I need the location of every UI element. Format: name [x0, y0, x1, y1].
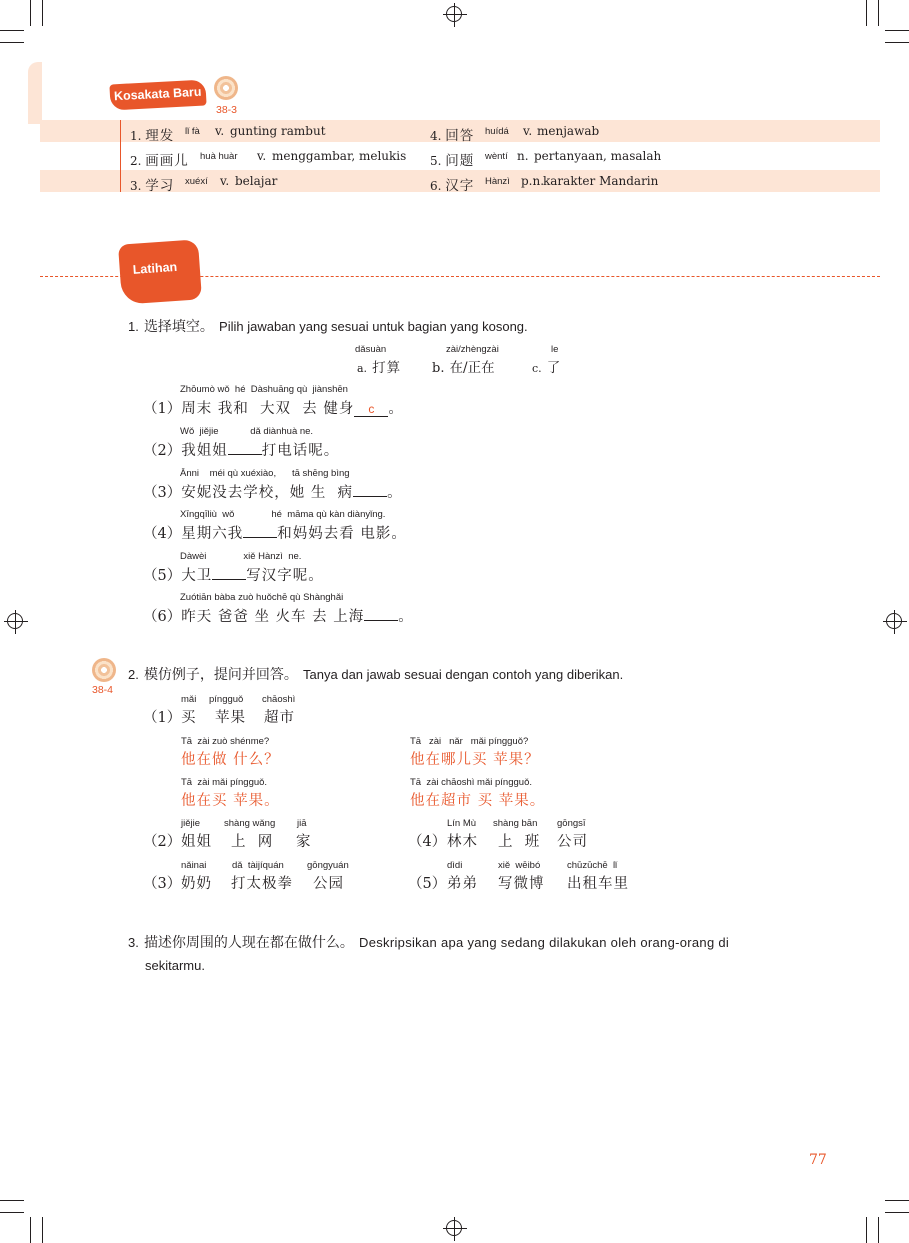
vocab-pinyin: huídá	[485, 126, 509, 137]
item-text-end: 。	[387, 485, 403, 501]
word-hanzi: 公园	[313, 876, 344, 892]
option-pinyin: zài/zhèngzài	[446, 344, 499, 355]
item-text-end: 写汉字呢。	[246, 568, 324, 584]
word-pinyin: xiě wēibó	[498, 860, 541, 871]
vocab-meaning: menggambar, melukis	[272, 149, 407, 163]
item-text-end: 和妈妈去看 电影。	[277, 526, 407, 542]
word-hanzi: 林木	[447, 834, 478, 850]
word-pinyin: mǎi	[181, 694, 197, 705]
example-question: 他在哪儿买 苹果？	[410, 752, 540, 768]
vocab-no: 1.	[130, 129, 142, 143]
item-number: （5）	[408, 876, 447, 892]
word-pinyin: píngguǒ	[209, 694, 244, 705]
item-pinyin: Ānni méi qù xuéxiào, tā shēng bìng	[180, 468, 350, 479]
vocab-pos: v.	[220, 174, 230, 188]
word-pinyin: shàng wǎng	[224, 818, 276, 829]
vocab-no: 5.	[430, 154, 442, 168]
ex3-title-cn: 描述你周围的人现在都在做什么。	[143, 935, 354, 951]
answer-blank[interactable]	[228, 440, 262, 455]
item-number: （6）	[143, 609, 182, 625]
option-label: b.	[432, 361, 445, 376]
word-pinyin: gōngsī	[557, 818, 586, 829]
option-hanzi: 打算	[372, 360, 402, 376]
ex3-title	[128, 932, 729, 952]
word-pinyin: shàng bān	[493, 818, 538, 829]
item-text-end: 。	[388, 401, 404, 417]
item-text-end: 。	[398, 609, 414, 625]
item-text: 安妮没去学校，她 生 病	[181, 485, 354, 501]
ex2-track: 38-4	[92, 684, 114, 696]
audio-disc-icon	[214, 76, 238, 100]
word-hanzi: 家	[296, 834, 312, 850]
vocab-row	[40, 120, 880, 144]
latihan-label: Latihan	[132, 259, 178, 277]
word-hanzi: 上 网	[231, 834, 274, 850]
vocab-no: 3.	[130, 179, 142, 193]
example-pinyin: Tā zài nǎr mǎi píngguǒ?	[410, 736, 529, 747]
page-number: 77	[809, 1152, 827, 1168]
example-pinyin: Tā zài chāoshì mǎi píngguǒ.	[410, 777, 532, 788]
word-hanzi: 超市	[264, 710, 295, 726]
item-number: （4）	[408, 834, 447, 850]
word-pinyin: chāoshì	[262, 694, 296, 705]
word-hanzi: 公司	[557, 834, 588, 850]
item-text: 我姐姐	[181, 443, 228, 459]
vocab-pos: v.	[215, 124, 225, 138]
ex1-title-cn: 选择填空。	[143, 319, 214, 335]
item-number: （2）	[143, 443, 182, 459]
example-answer: 他在买 苹果。	[181, 793, 280, 809]
word-pinyin: dìdi	[447, 860, 463, 871]
vocab-hanzi: 汉字	[445, 178, 475, 194]
ex2-title	[128, 664, 623, 684]
vocab-header-text: Kosakata Baru	[113, 84, 202, 104]
vocab-pos: v.	[257, 149, 267, 163]
item-number: （2）	[143, 834, 182, 850]
vocab-hanzi: 理发	[145, 128, 175, 144]
vocab-meaning: belajar	[235, 174, 278, 188]
item-text: 周末 我和 大双 去 健身	[181, 401, 355, 417]
word-pinyin: jiā	[297, 818, 307, 829]
vocab-meaning: menjawab	[537, 124, 600, 138]
word-hanzi: 出租车里	[567, 876, 629, 892]
example-question: 他在做 什么？	[181, 752, 280, 768]
ex3-number: 3.	[128, 935, 139, 950]
item-number: （1）	[143, 710, 182, 726]
item-text: 星期六我	[181, 526, 244, 542]
item-text: 昨天 爸爸 坐 火车 去 上海	[181, 609, 365, 625]
vocab-no: 6.	[430, 179, 442, 193]
vocab-pos: v.	[523, 124, 533, 138]
ex2-number: 2.	[128, 667, 139, 682]
answer-blank[interactable]	[243, 523, 277, 538]
answer-blank[interactable]	[212, 565, 246, 580]
vocab-hanzi: 回答	[445, 128, 475, 144]
ex2-title-cn: 模仿例子，提问并回答。	[143, 667, 298, 683]
corner-decoration	[28, 62, 42, 124]
vocab-meaning: pertanyaan, masalah	[534, 149, 662, 163]
vocab-pos: p.n.	[521, 174, 545, 188]
word-hanzi: 姐姐	[181, 834, 212, 850]
audio-disc-icon	[92, 658, 116, 682]
option-hanzi: 在/正在	[449, 360, 495, 376]
word-hanzi: 写微博	[498, 876, 545, 892]
word-pinyin: gōngyuán	[307, 860, 349, 871]
ex1-number: 1.	[128, 319, 139, 334]
vocab-track: 38-3	[216, 104, 238, 116]
item-text-end: 打电话呢。	[261, 443, 340, 459]
vocab-meaning: karakter Mandarin	[543, 174, 659, 188]
option-pinyin: le	[551, 344, 559, 355]
vocab-pinyin: xuéxí	[185, 176, 208, 187]
option-pinyin: dǎsuàn	[355, 344, 387, 355]
answer-blank[interactable]: c	[354, 402, 388, 417]
word-hanzi: 弟弟	[447, 876, 478, 892]
vocab-pinyin: wèntí	[485, 151, 508, 162]
ex3-title-id: Deskripsikan apa yang sedang dilakukan oleh orang-orang di	[359, 935, 730, 950]
ex1-title	[128, 316, 528, 336]
item-pinyin: Xīngqīliù wǒ hé māma qù kàn diànyǐng.	[180, 509, 386, 520]
vocab-no: 2.	[130, 154, 142, 168]
latihan-badge	[118, 239, 202, 304]
word-pinyin: dǎ tàijíquán	[232, 860, 284, 871]
item-text: 大卫	[181, 568, 213, 584]
word-hanzi: 买	[181, 710, 197, 726]
vocab-no: 4.	[430, 129, 442, 143]
vocab-pinyin: Hànzì	[485, 176, 510, 187]
option-hanzi: 了	[546, 360, 562, 376]
vocab-header-badge	[109, 80, 206, 111]
vocab-hanzi: 问题	[445, 153, 475, 169]
example-answer: 他在超市 买 苹果。	[410, 793, 546, 809]
option-label: c.	[532, 362, 542, 375]
item-number: （3）	[143, 876, 182, 892]
word-pinyin: Lín Mù	[447, 818, 477, 829]
ex3-title-id-cont: sekitarmu.	[145, 958, 205, 973]
item-number: （3）	[143, 485, 182, 501]
word-pinyin: chūzūchē lǐ	[567, 860, 618, 871]
word-pinyin: jiějie	[181, 818, 201, 829]
vocab-pos: n.	[517, 149, 529, 163]
vocab-pinyin: lǐ fà	[185, 126, 200, 137]
item-pinyin: Wǒ jiějie dǎ diànhuà ne.	[180, 426, 314, 437]
word-hanzi: 奶奶	[181, 876, 212, 892]
item-number: （5）	[143, 568, 182, 584]
item-pinyin: Dàwèi xiě Hànzì ne.	[180, 551, 302, 562]
vocab-row	[40, 170, 880, 194]
word-hanzi: 打太极拳	[231, 876, 293, 892]
example-pinyin: Tā zài zuò shénme?	[181, 736, 270, 747]
answer-blank[interactable]	[364, 606, 398, 621]
answer-blank[interactable]	[353, 482, 387, 497]
word-hanzi: 苹果	[215, 710, 246, 726]
word-hanzi: 上 班	[498, 834, 541, 850]
option-label: a.	[357, 362, 368, 375]
example-pinyin: Tā zài mǎi píngguǒ.	[181, 777, 268, 788]
item-number: （1）	[143, 401, 182, 417]
item-pinyin: Zhōumò wǒ hé Dàshuāng qù jiànshēn	[180, 384, 348, 395]
word-pinyin: nǎinai	[181, 860, 207, 871]
item-pinyin: Zuótiān bàba zuò huǒchē qù Shànghǎi	[180, 592, 344, 603]
vocab-hanzi: 画画儿	[145, 153, 189, 169]
vocab-row	[40, 145, 880, 169]
item-number: （4）	[143, 526, 182, 542]
ex2-title-id: Tanya dan jawab sesuai dengan contoh yang diberikan.	[303, 667, 624, 682]
vocab-pinyin: huà huàr	[200, 151, 238, 162]
ex1-title-id: Pilih jawaban yang sesuai untuk bagian yang kosong.	[219, 319, 528, 334]
vocab-meaning: gunting rambut	[230, 124, 326, 138]
vocab-hanzi: 学习	[145, 178, 175, 194]
